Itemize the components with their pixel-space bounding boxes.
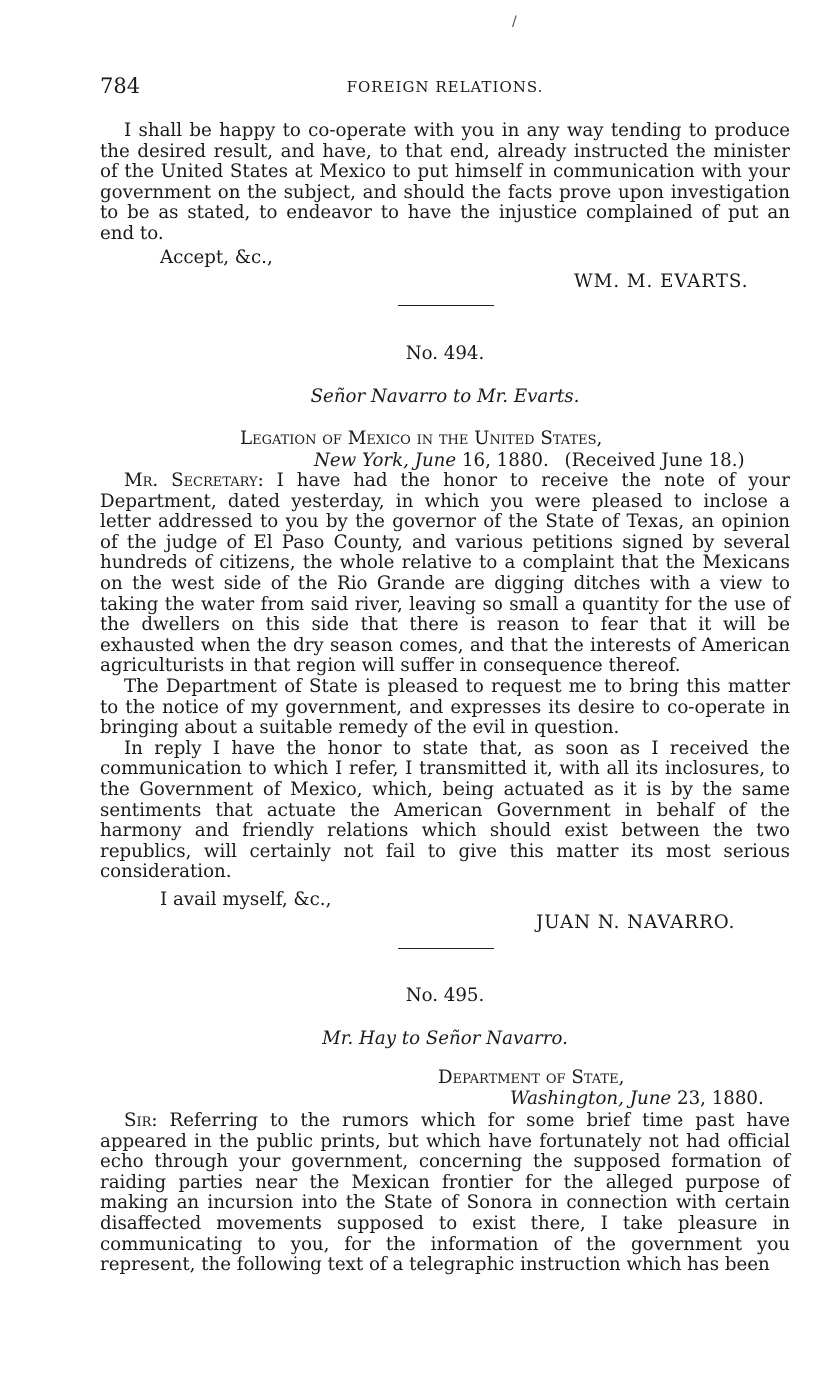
doc495-body — [100, 1111, 790, 1276]
letter-end-closing: Accept, &c., — [160, 247, 273, 268]
doc495-dateline — [510, 1088, 764, 1109]
doc495-number: No. 495. — [405, 985, 485, 1006]
doc494-place-date: New York, June — [314, 450, 457, 471]
doc494-number: No. 494. — [405, 343, 485, 364]
paragraph — [100, 471, 790, 677]
doc494-paragraph-3: In reply I have the honor to state that, as soon as I received the communication to which I refer, I transmitted it, with all its inclosures, to the Government of Mexico, which, being actuated as it is by the same sentiments that actuate the American Government in behalf of the harmony and friendly relations which should exist between the two republics, will certainly not fail to give this matter its most serious consideration. — [100, 737, 790, 883]
doc494-date-rest: 16, 1880. — [461, 450, 549, 471]
doc494-body — [100, 471, 790, 883]
doc494-signature: JUAN N. NAVARRO. — [536, 912, 736, 933]
doc494-closing: I avail myself, &c., — [160, 889, 332, 910]
letter-end-signature: WM. M. EVARTS. — [574, 271, 749, 292]
paragraph: I shall be happy to co-operate with you in any way tending to produce the desired result, and have, to that end, already instructed the minister of the United States at Mexico to put himself in communication with your government on the subject, and should the facts prove upon investigation to be as stated, to endeavor to have the injustice complained of put an end to. — [100, 120, 790, 244]
page-number: 784 — [100, 74, 141, 98]
letter-end-body — [100, 121, 790, 245]
doc495-origin: Department of State, — [438, 1067, 625, 1088]
doc495-date-rest: 23, 1880. — [677, 1088, 764, 1109]
doc494-paragraph-2: The Department of State is pleased to request me to bring this matter to the notice of my government, and expresses its desire to co-operate in bringing about a suitable remedy of the evil in question. — [100, 675, 790, 739]
doc494-dateline — [314, 450, 745, 471]
stray-mark: / — [512, 14, 517, 30]
doc494-heading: Señor Navarro to Mr. Evarts. — [310, 386, 580, 407]
running-title: FOREIGN RELATIONS. — [346, 78, 544, 96]
doc494-received: (Received June 18.) — [564, 450, 745, 471]
doc494-paragraph-1: I have had the honor to receive the note of your Department, dated yesterday, in which you were pleased to inclose a letter addressed to you by the governor of the State of Texas, an opinion of the judge of El Paso County, and various petitions signed by several hundreds of citizens, the whole relative to a complaint that the Mexicans on the west side of the Rio Grande are digging ditches with a view to taking the water from said river, leaving so small a quantity for the use of the dwellers on this side that there is reason to fear that it will be exhausted when the dry season comes, and that the interests of American agriculturists in that region will suffer in consequence thereof. — [100, 470, 790, 677]
paragraph — [100, 1111, 790, 1276]
doc495-place: Washington, June — [510, 1088, 672, 1109]
section-divider — [398, 948, 494, 949]
doc495-salutation: Sir: — [124, 1110, 158, 1131]
running-head — [100, 74, 790, 102]
doc495-heading: Mr. Hay to Señor Navarro. — [322, 1028, 568, 1049]
section-divider — [398, 305, 494, 306]
doc494-salutation: Mr. Secretary: — [124, 470, 264, 491]
doc495-paragraph: Referring to the rumors which for some brief time past have appeared in the public prints, but which have fortunately not had official echo through your government, concerning the supposed formation of raiding parties near the Mexican frontier for the alleged purpose of making an incursion into the State of Sonora in connection with certain disaffected movements supposed to exist there, I take pleasure in communicating to you, for the information of the government you represent, the following text of a telegraphic instruction which has been — [100, 1110, 790, 1276]
doc494-origin: Legation of Mexico in the United States, — [240, 428, 603, 449]
